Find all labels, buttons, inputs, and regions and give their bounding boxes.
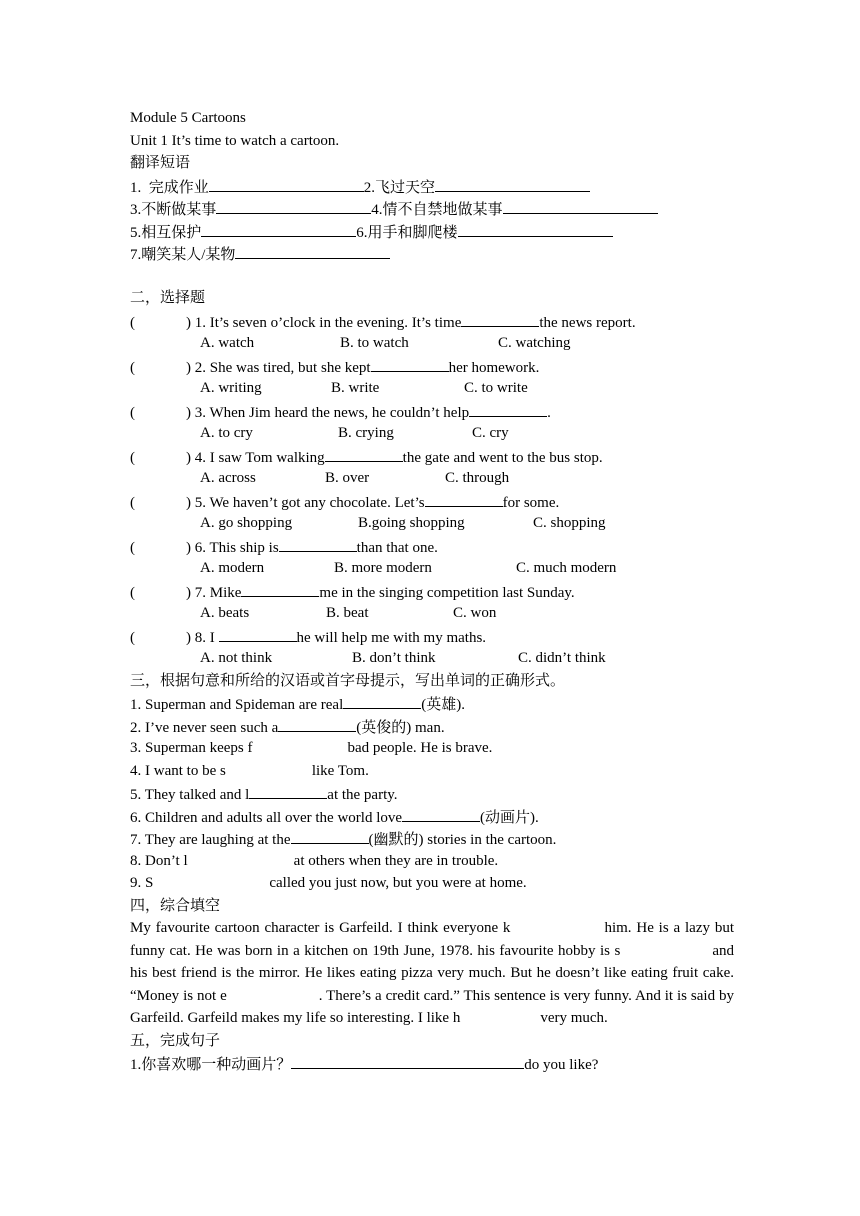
fill-post: (英俊的) man. [356,719,445,736]
mc-stem: ) 3. When Jim heard the news, he couldn’t help [186,404,470,421]
answer-blank[interactable] [371,355,449,372]
phrase-label: 3.不断做某事 [130,202,217,218]
mc-question [130,625,734,648]
option-b[interactable]: B. beat [326,605,369,621]
phrase-row [130,197,734,220]
option-c[interactable]: C. didn’t think [518,650,606,666]
option-b[interactable]: B. more modern [334,560,432,576]
mc-stem: ) 2. She was tired, but she kept [186,359,371,376]
answer-blank[interactable] [343,692,421,709]
fill-item [130,692,734,715]
mc-options [130,332,734,355]
option-a[interactable]: A. beats [200,605,250,621]
mc-question [130,355,734,378]
option-b[interactable]: B.going shopping [358,515,465,531]
phrase-label: 5.相互保护 [130,224,202,241]
answer-blank[interactable] [458,220,613,237]
option-c[interactable]: C. to write [464,380,528,396]
answer-paren[interactable]: ( [130,494,135,511]
mc-stem: ) 7. Mike [186,584,242,601]
fill-post: bad people. He is brave. [347,740,493,756]
answer-paren[interactable]: ( [130,359,135,376]
fill-post: at others when they are in trouble. [293,852,499,869]
option-a[interactable]: A. across [200,470,256,486]
fill-pre: 7. They are laughing at the [130,832,291,848]
mc-stem: ) 1. It’s seven o’clock in the evening. It’s time [186,314,462,331]
fill-post: (幽默的) stories in the cartoon. [368,832,557,848]
mc-question [130,310,734,333]
option-c[interactable]: C. won [453,605,497,621]
cloze-text: My favourite cartoon character is Garfeild. I think everyone k [130,920,511,936]
complete-pre: 1.你喜欢哪一种动画片？ [130,1057,292,1073]
fill-item [130,805,734,828]
option-c[interactable]: C. much modern [516,560,617,576]
fill-item [130,782,734,805]
answer-blank[interactable] [325,445,403,462]
mc-stem-rest: for some. [502,494,560,511]
answer-blank[interactable] [402,805,480,822]
mc-question [130,445,734,468]
cloze-text: very much. [540,1010,608,1026]
option-a[interactable]: A. go shopping [200,515,293,531]
fill-pre: 2. I’ve never seen such a [130,719,279,736]
mc-options [130,467,734,490]
option-a[interactable]: A. to cry [200,425,253,441]
answer-blank[interactable] [209,175,364,192]
phrase-label: 7.嘲笑某人/某物 [130,247,236,263]
fill-post: like Tom. [311,762,369,779]
answer-blank[interactable] [503,197,658,214]
phrase-row [130,242,734,265]
cloze-text: him. He is a lazy but funny cat. He was born in a kitchen on 19th June, 1978. his favourite hobby is s [130,920,734,959]
answer-blank[interactable] [291,1052,524,1069]
cloze-paragraph [130,917,734,1030]
unit-title: Unit 1 It’s time to watch a cartoon. [130,132,340,149]
answer-paren[interactable]: ( [130,449,135,466]
answer-paren[interactable]: ( [130,539,135,556]
worksheet-content [130,107,734,1075]
phrase-row [130,220,734,243]
answer-blank[interactable] [241,580,319,597]
phrase-label: 2.飞过天空 [363,179,436,196]
answer-paren[interactable]: ( [130,584,135,601]
option-c[interactable]: C. shopping [533,515,606,531]
fill-post: (动画片). [480,809,539,826]
mc-options [130,557,734,580]
fill-pre: 3. Superman keeps f [130,740,253,756]
mc-options [130,602,734,625]
fill-pre: 4. I want to be s [130,762,226,779]
answer-blank[interactable] [278,715,356,732]
answer-paren[interactable]: ( [130,629,135,646]
fill-item [130,715,734,738]
option-a[interactable]: A. not think [200,650,273,666]
fill-item [130,737,734,760]
answer-blank[interactable] [235,242,390,259]
section-1-heading: 翻译短语 [130,155,191,171]
cloze-text: . There’s a credit card.” This sentence is very funny. And it is said by Garfeild. Garfeild makes my life so interesting. I like h [130,987,734,1026]
option-c[interactable]: C. watching [498,335,571,351]
option-b[interactable]: B. over [325,470,370,486]
section-3-heading: 三，根据句意和所给的汉语或首字母提示，写出单词的正确形式。 [130,672,566,689]
fill-item [130,850,734,873]
mc-stem-rest: me in the singing competition last Sunday. [319,584,575,601]
mc-question [130,535,734,558]
fill-post: called you just now, but you were at home. [269,875,527,891]
answer-blank[interactable] [469,400,547,417]
option-a[interactable]: A. modern [200,560,265,576]
answer-blank[interactable] [425,490,503,507]
mc-question [130,490,734,513]
fill-item [130,827,734,850]
phrase-label: 6.用手和脚爬楼 [356,224,458,241]
cloze-text: and his best friend is the mirror. He likes eating pizza very much. But he doesn’t like eating fruit cake. “Money is not e [130,942,734,1004]
fill-item [130,760,734,783]
mc-stem: ) 8. I [186,629,219,646]
mc-stem-rest: . [547,404,551,421]
section-2-heading: 二，选择题 [130,290,206,306]
option-b[interactable]: B. don’t think [352,650,436,666]
phrase-label: 4.情不自禁地做某事 [371,202,503,218]
module-title: Module 5 Cartoons [130,110,246,126]
option-b[interactable]: B. crying [338,425,394,441]
answer-blank[interactable] [291,827,369,844]
mc-question [130,400,734,423]
fill-pre: 6. Children and adults all over the world love [130,809,403,826]
mc-stem-rest: he will help me with my maths. [296,629,487,646]
fill-item [130,872,734,895]
fill-pre: 5. They talked and l [130,787,250,803]
answer-paren[interactable]: ( [130,314,135,331]
mc-options [130,377,734,400]
mc-options [130,512,734,535]
phrase-row [130,175,734,198]
mc-stem-rest: than that one. [356,539,438,556]
mc-stem-rest: the gate and went to the bus stop. [402,449,603,466]
mc-stem-rest: the news report. [539,314,636,331]
mc-options [130,647,734,670]
option-b[interactable]: B. write [331,380,380,396]
mc-options [130,422,734,445]
answer-paren[interactable]: ( [130,404,135,421]
complete-item [130,1052,734,1075]
answer-blank[interactable] [216,197,371,214]
phrase-label: 1. 完成作业 [130,179,209,196]
answer-blank[interactable] [435,175,590,192]
answer-blank[interactable] [219,625,297,642]
mc-stem: ) 4. I saw Tom walking [186,449,325,466]
option-a[interactable]: A. writing [200,380,262,396]
mc-question [130,580,734,603]
mc-stem: ) 5. We haven’t got any chocolate. Let’s [186,494,425,511]
option-a[interactable]: A. watch [200,335,255,351]
fill-pre: 8. Don’t l [130,852,188,869]
fill-pre: 1. Superman and Spideman are real [130,697,344,713]
answer-blank[interactable] [461,310,539,327]
fill-post: at the party. [327,787,398,803]
option-c[interactable]: C. through [445,470,510,486]
mc-stem-rest: her homework. [448,359,540,376]
fill-post: (英雄). [421,697,466,713]
fill-pre: 9. S [130,875,154,891]
answer-blank[interactable] [279,535,357,552]
mc-stem: ) 6. This ship is [186,539,279,556]
answer-blank[interactable] [249,782,327,799]
answer-blank[interactable] [201,220,356,237]
option-b[interactable]: B. to watch [340,335,409,351]
section-4-heading: 四，综合填空 [130,897,221,914]
complete-post: do you like? [524,1057,599,1073]
section-5-heading: 五，完成句子 [130,1032,221,1049]
option-c[interactable]: C. cry [472,425,509,441]
